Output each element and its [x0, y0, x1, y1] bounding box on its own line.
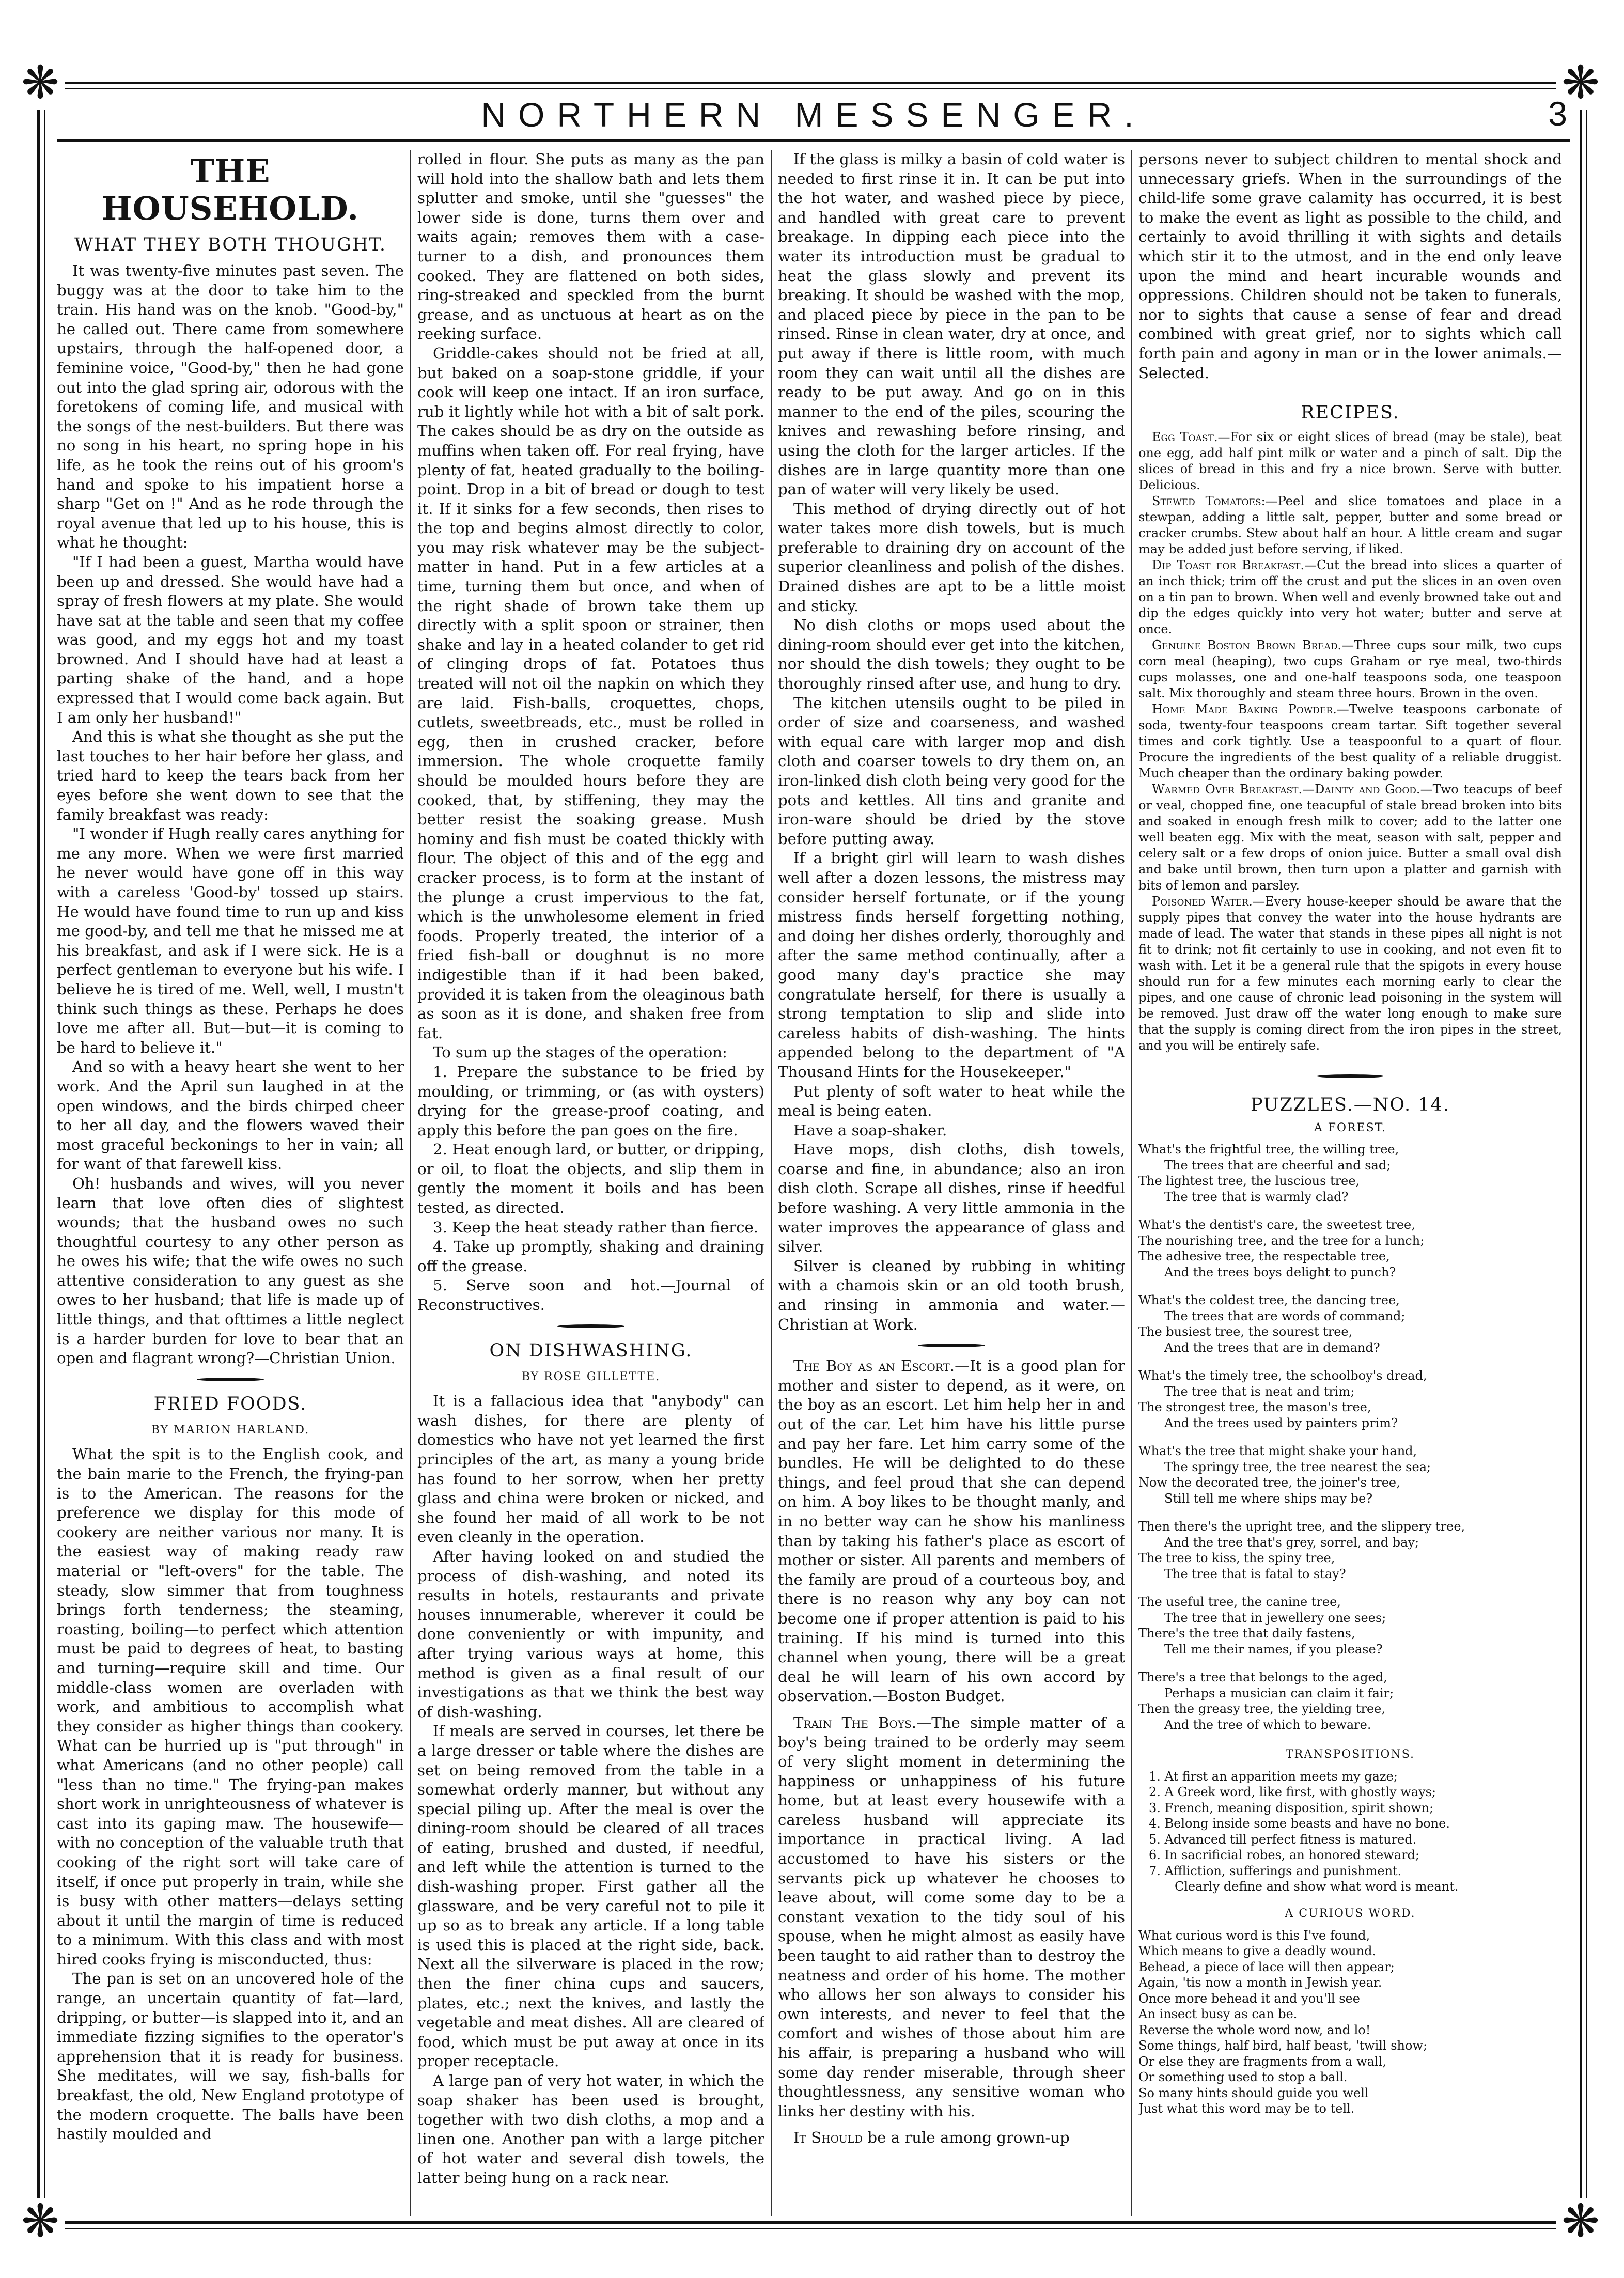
recipe-text: —For six or eight slices of bread (may be stale), beat one egg, add half pint milk or water and a pinch of salt. Dip the slices of bread in this and fry a nice brown. Serve with butter. Delicious. — [1138, 430, 1562, 493]
recipe — [1138, 894, 1562, 1054]
paragraph: After having looked on and studied the process of dish-washing, and noted its results in hotels, restaurants and private houses innumerable, wherever it could be done conveniently or with impunity, and after trying various ways at home, this method is given as a final result of our investigations as that we think the best way of dish-washing. — [417, 1547, 764, 1721]
stanza — [1138, 1292, 1562, 1355]
recipe — [1138, 637, 1562, 701]
recipe-title: Home Made Baking Powder. — [1152, 702, 1337, 717]
paragraph — [778, 1713, 1125, 2121]
recipe — [1138, 782, 1562, 894]
puzzle-title: A CURIOUS WORD. — [1285, 1907, 1416, 1920]
column-3 — [778, 150, 1125, 2216]
poem-line: And the trees used by painters prim? — [1164, 1415, 1398, 1430]
puzzle-title: TRANSPOSITIONS. — [1286, 1748, 1415, 1761]
poem-line: Reverse the whole word now, and lo! — [1138, 2022, 1371, 2037]
column-1 — [57, 150, 404, 2216]
stanza — [1138, 1594, 1562, 1657]
paragraph: The kitchen utensils ought to be piled in order of size and coarseness, and washed with equal care with larger mop and dish cloth and coarser towels to dry them on, an iron-linked dish cloth being very good for the pots and kettles. All tins and granite and iron-ware should be dried by the stove before putting away. — [778, 694, 1125, 848]
poem-line: Behead, a piece of lace will then appear; — [1138, 1959, 1395, 1974]
run-in-heading: It Should — [793, 2129, 863, 2147]
transposition-line: 5. Advanced till perfect fitness is matured. — [1149, 1832, 1417, 1847]
poem-line: The lightest tree, the luscious tree, — [1138, 1174, 1360, 1189]
corner-ornament-icon: ❋ — [1556, 2198, 1605, 2248]
border-top — [41, 82, 1586, 89]
paragraph: If the glass is milky a basin of cold water is needed to first rinse it in. It can be put into the hot water, and washed piece by piece, and handled with great care to prevent breakage. In dipping each piece into the water its introduction must be gradual to heat the glass slowly and prevent its breaking. It should be washed with the mop, and placed piece by piece in the pan to be rinsed. Rinse in clean water, dry at once, and put away if there is little room, with much room they can wait until all the dishes are ready to be put away. And go on in this manner to the end of the piles, scouring the knives and rewashing before rinsing, and using the cloth for the larger articles. If the dishes are in large quantity more than one pan of water will very likely be used. — [778, 150, 1125, 498]
poem-line: Just what this word may be to tell. — [1138, 2101, 1355, 2116]
poem-line: What curious word is this I've found, — [1138, 1928, 1370, 1943]
border-left — [37, 82, 45, 2228]
poem-line: Still tell me where ships may be? — [1164, 1491, 1373, 1506]
border-bottom — [41, 2221, 1586, 2229]
paragraph: What the spit is to the English cook, and the bain marie to the French, the frying-pan is to the American. The reasons for the preference we display for this mode of cookery are neither various nor many. It is the easiest way of making ready raw material or "left-overs" for the table. The steady, slow simmer that from toughness brings forth tenderness; the steaming, roasting, boiling—to perfect which attention must be paid to degrees of heat, to basting and turning—require skill and time. Our middle-class women are overladen with work, and ambitious to accomplish what they consider as higher things than cookery. What can be hurried up is "put through" in what Americans (and no other people) call "less than no time." The frying-pan makes short work in unrighteousness of whatever is cast into its gaping maw. The housewife—with no conception of the valuable truth that cooking of the right sort will take care of itself, if once put properly in train, while she is busy with other matters—delays setting about it until the margin of time is reduced to a minimum. With this class and with most hired cooks frying is misconducted, thus: — [57, 1445, 404, 1968]
poem-line: The adhesive tree, the respectable tree, — [1138, 1249, 1390, 1264]
section-title: PUZZLES.—NO. 14. — [1251, 1095, 1450, 1116]
recipe — [1138, 493, 1562, 557]
poem-line: The nourishing tree, and the tree for a lunch; — [1138, 1233, 1425, 1248]
corner-ornament-icon: ❋ — [1556, 60, 1605, 110]
step: 3. Keep the heat steady rather than fierce. — [433, 1218, 759, 1236]
paragraph: persons never to subject children to mental shock and unnecessary griefs. When in the surroundings of the child-life some grave calamity has occurred, it is best to make the event as light as possible to the child, and certainly to avoid thrilling it with sights and details which stir it to the utmost, and in the end only leave upon the mind and heart incurable wounds and oppressions. Children should not be taken to funerals, nor to sights that cause a sense of fear and dread combined with great grief, nor to sights which call forth pain and agony in man or in the lower animals.—Selected. — [1138, 150, 1562, 382]
recipe-title: Poisoned Water. — [1152, 894, 1253, 909]
article-title: WHAT THEY BOTH THOUGHT. — [74, 235, 386, 255]
article-title: ON DISHWASHING. — [489, 1340, 693, 1361]
paragraph: This method of drying directly out of hot water takes more dish towels, but is much preferable to draining dry on account of the superior cleanliness and polish of the dishes. Drained dishes are apt to be a little moist and sticky. — [778, 500, 1125, 615]
section-divider — [557, 1324, 624, 1328]
recipe-title: Egg Toast. — [1152, 430, 1218, 445]
poem-line: So many hints should guide you well — [1138, 2085, 1369, 2100]
paragraph: It was twenty-five minutes past seven. The buggy was at the door to take him to the train. His hand was on the knob. "Good-by," he called out. There came from somewhere upstairs, through the half-opened door, a feminine voice, "Good-by," then he had gone out into the glad spring air, odorous with the foretokens of coming life, and musical with the songs of the nest-builders. But there was no song in his heart, no spring hope in his life, as he took the reins out of his groom's hand and spoke to his impatient horse a sharp "Get on !" And as he rode through the royal avenue that led up to his house, this is what he thought: — [57, 262, 404, 552]
poem-line: Then the greasy tree, the yielding tree, — [1138, 1702, 1386, 1717]
paragraph: And so with a heavy heart she went to her work. And the April sun laughed in at the open windows, and the birds chirped cheer to her all day, and the flowers waved their most graceful beckonings to her in vain; all for want of that farewell kiss. — [57, 1058, 404, 1173]
paragraph: rolled in flour. She puts as many as the pan will hold into the shallow bath and lets them splutter and smoke, until she "guesses" the lower side is done, turns them over and waits again; removes them with a case-turner to a dish, and pronounces them cooked. They are flattened on both sides, ring-streaked and speckled from the burnt grease, and as unctuous at heart as on the reeking surface. — [417, 150, 764, 343]
transposition-line: 4. Belong inside some beasts and have no bone. — [1149, 1816, 1450, 1831]
stanza — [1138, 1519, 1562, 1582]
stanza — [1138, 1670, 1562, 1733]
poem-line: Then there's the upright tree, and the slippery tree, — [1138, 1519, 1465, 1534]
recipe — [1138, 557, 1562, 637]
puzzle-title: A FOREST. — [1314, 1121, 1387, 1134]
corner-ornament-icon: ❋ — [15, 2198, 65, 2248]
paragraph — [778, 1356, 1125, 1706]
transposition-line: 3. French, meaning disposition, spirit shown; — [1149, 1800, 1434, 1815]
poem-line: Now the decorated tree, the joiner's tree, — [1138, 1475, 1400, 1490]
recipe — [1138, 701, 1562, 782]
step: 2. Heat enough lard, or butter, or dripping, or oil, to float the objects, and slip them in gently the moment it boils and has been tested, as directed. — [417, 1141, 764, 1217]
section-divider — [197, 1378, 264, 1381]
poem-line: The busiest tree, the sourest tree, — [1138, 1324, 1353, 1339]
poem-line: The tree to kiss, the spiny tree, — [1138, 1551, 1335, 1566]
paragraph-text: —The simple matter of a boy's being trained to be orderly may seem of very slight moment in determining the happiness or unhappiness of his future home, but at least every housewife with a careless husband will appreciate its importance in practical living. A lad accustomed to have his sisters or the servants pick up whatever he chooses to leave about, will come some day to be a constant vexation to the tidy soul of his spouse, when he might almost as easily have been taught to aid rather than to destroy the neatness and order of his home. The mother who allows her son always to consider his own interests, and never to feel that the comfort and wishes of those about him are his affair, is preparing a husband who will some day render miserable, through sheer thoughtlessness, any sensitive woman who links her destiny with his. — [778, 1713, 1125, 2120]
poem-line: And the tree that's grey, sorrel, and bay; — [1164, 1535, 1419, 1550]
curious-word-poem — [1138, 1928, 1562, 2117]
poem-line: Again, 'tis now a month in Jewish year. — [1138, 1975, 1382, 1990]
poem-line: And the trees that are in demand? — [1164, 1340, 1380, 1355]
recipe-title: Genuine Boston Brown Bread. — [1152, 638, 1342, 653]
paragraph: "I wonder if Hugh really cares anything for me any more. When we were first married he never would have gone off in this way with a careless 'Good-by' tossed up stairs. He would have found time to run up and kiss me good-by, and tell me that he missed me at his breakfast, and ask if I were sick. He is a perfect gentleman to everyone but his wife. I believe he is tired of me. Well, well, I mustn't think such things as these. Perhaps he does love me after all. But—but—it is coming to be hard to believe it." — [57, 825, 404, 1056]
corner-ornament-icon: ❋ — [15, 60, 65, 110]
poem-line: The tree that is warmly clad? — [1164, 1189, 1349, 1204]
transpositions-list — [1138, 1769, 1562, 1895]
poem-line: The tree that is neat and trim; — [1164, 1384, 1355, 1399]
paragraph: If a bright girl will learn to wash dishes well after a dozen lessons, the mistress may consider herself fortunate, or if the young mistress finds herself forgetting nothing, and doing her dishes orderly, thoroughly and after the same method continually, after a good many day's practice she may congratulate herself, for there is usually a strong temptation to slip and slide into careless habits of dish-washing. The hints appended belong to the department of "A Thousand Hints for the Housekeeper." — [778, 849, 1125, 1081]
poem-line: Or else they are fragments from a wall, — [1138, 2054, 1386, 2069]
poem-line: And the trees boys delight to punch? — [1164, 1265, 1396, 1280]
recipe-text: —Twelve teaspoons carbonate of soda, twenty-four teaspoons cream tartar. Sift together several times and cork tightly. Use a teaspoonful to a quart of flour. Procure the ingredients of the best quality of a reliable druggist. Much cheaper than the ordinary baking powder. — [1138, 702, 1562, 781]
poem-line: What's the coldest tree, the dancing tree, — [1138, 1293, 1400, 1308]
recipe-title: Warmed Over Breakfast.—Dainty and Good. — [1152, 782, 1420, 797]
column-rule — [410, 150, 411, 2216]
stanza — [1138, 1217, 1562, 1280]
step: 1. Prepare the substance to be fried by moulding, or trimming, or (as with oysters) drying for the grease-proof coating, and apply this before the pan goes on the fire. — [417, 1063, 764, 1139]
paragraph: It is a fallacious idea that "anybody" can wash dishes, for there are plenty of domestics who have not yet learned the first principles of the art, as many a young bride has found to her sorrow, when her pretty glass and china were broken or nicked, and she found her maid of all work to be not even cleanly in the operation. — [417, 1392, 764, 1546]
poem-line: Tell me their names, if you please? — [1164, 1642, 1383, 1657]
column-rule — [771, 150, 772, 2216]
section-divider — [918, 1344, 985, 1347]
recipe-text: —Cut the bread into slices a quarter of an inch thick; trim off the crust and put the slices in an oven oven on a tin pan to brown. When well and evenly browned take out and dip the edges quickly into very hot water; butter and serve at once. — [1138, 558, 1562, 637]
paragraph: No dish cloths or mops used about the dining-room should ever get into the kitchen, nor should the dish towels; they ought to be thoroughly rinsed after use, and hung to dry. — [778, 616, 1125, 693]
masthead-title: NORTHERN MESSENGER. — [481, 96, 1146, 134]
column-rule — [1131, 150, 1132, 2216]
poem-line: What's the tree that might shake your hand, — [1138, 1444, 1417, 1459]
recipe-title: Dip Toast for Breakfast. — [1152, 558, 1305, 573]
stanza — [1138, 1443, 1562, 1506]
paragraph: The pan is set on an uncovered hole of the range, an uncertain quantity of fat—lard, dripping, or butter—is slapped into it, and an immediate fizzing signifies to the operator's apprehension that it is ready for business. She meditates, will we say, fish-balls for breakfast, the old, New England prototype of the modern croquette. The balls have been hastily moulded and — [57, 1970, 404, 2143]
paragraph: To sum up the stages of the operation: — [433, 1043, 727, 1062]
article-title: FRIED FOODS. — [153, 1393, 307, 1414]
poem-line: The strongest tree, the mason's tree, — [1138, 1400, 1371, 1415]
column-4 — [1138, 150, 1562, 2216]
border-right — [1580, 82, 1587, 2228]
poem-line: And the tree of which to beware. — [1164, 1717, 1371, 1732]
masthead — [57, 92, 1570, 142]
forest-poem — [1138, 1142, 1562, 1733]
poem-line: Some things, half bird, half beast, 'twill show; — [1138, 2038, 1428, 2053]
transposition-line: 2. A Greek word, like first, with ghostly ways; — [1149, 1785, 1436, 1800]
paragraph: And this is what she thought as she put the last touches to her hair before her glass, and tried hard to keep the tears back from her eyes before she went down to see that the family breakfast was ready: — [57, 728, 404, 823]
recipes-list — [1138, 429, 1562, 1054]
step: 5. Serve soon and hot.—Journal of Reconstructives. — [417, 1276, 764, 1314]
poem-line: Perhaps a musician can claim it fair; — [1164, 1686, 1394, 1700]
recipe-text: :—Peel and slice tomatoes and place in a stewpan, adding a little salt, pepper, butter and some bread or cracker crumbs. Stew about half an hour. A little cream and sugar may be added just before serving, if liked. — [1138, 494, 1562, 557]
poem-line: There's a tree that belongs to the aged, — [1138, 1670, 1387, 1685]
poem-line: The trees that are cheerful and sad; — [1164, 1158, 1391, 1173]
paragraph — [778, 2128, 1125, 2148]
paragraph-text: be a rule among grown-up — [863, 2129, 1070, 2147]
paragraph-text: —It is a good plan for mother and sister to depend, as it were, on the boy as an escort. Let him help her in and out of the car. Let him have his little purse and pay her fare. Let him carry some of the bundles. He will be delighted to do these things, and feel proud that she can depend on him. A boy likes to be thought manly, and in no better way can he show his manliness than by taking his father's place as escort of mother or sister. All parents and members of the family are proud of a courteous boy, and there is no reason why any boy can not become one if proper attention is paid to his training. If his mind is turned into this channel when young, there will be a great deal he will learn of his own accord by observation.—Boston Budget. — [778, 1357, 1125, 1705]
transposition-line: 1. At first an apparition meets my gaze; — [1149, 1769, 1398, 1784]
paragraph: A large pan of very hot water, in which the soap shaker has been used is brought, together with two dish cloths, a mop and a linen one. Another pan with a large pitcher of hot water and several dish towels, the latter being hung on a rack near. — [417, 2072, 764, 2187]
transposition-line: Clearly define and show what word is meant. — [1175, 1879, 1459, 1894]
poem-line: The springy tree, the tree nearest the sea; — [1164, 1459, 1431, 1474]
poem-line: An insect busy as can be. — [1138, 2007, 1298, 2021]
poem-line: Or something used to stop a ball. — [1138, 2070, 1348, 2084]
stanza — [1138, 1142, 1562, 1205]
byline: BY MARION HARLAND. — [151, 1423, 310, 1437]
run-in-heading: The Boy as an Escort. — [793, 1357, 955, 1375]
column-2 — [417, 150, 764, 2216]
paragraph: Put plenty of soft water to heat while the meal is being eaten. — [778, 1082, 1125, 1120]
recipe-text: —Three cups sour milk, two cups corn meal (heaping), two cups Graham or rye meal, two-thirds cups molasses, one and one-half teaspoons soda, one teaspoon salt. Mix thoroughly and steam three hours. Brown in the oven. — [1138, 638, 1562, 701]
paragraph: Oh! husbands and wives, will you never learn that love often dies of slightest wounds; that the husband owes no such thoughtful courtesy to any other person as he owes his wife; that the wife owes no such attentive consideration to any guest as she owes to her husband; that life is made up of little things, and that ofttimes a little neglect is a harder burden for love to bear that an open and flagrant wrong?—Christian Union. — [57, 1174, 404, 1367]
paragraph: Have mops, dish cloths, dish towels, coarse and fine, in abundance; also an iron dish cloth. Scrape all dishes, rinse if heedful before washing. A very little ammonia in the water improves the appearance of glass and silver. — [778, 1141, 1125, 1256]
poem-line: The useful tree, the canine tree, — [1138, 1595, 1341, 1610]
transposition-line: 7. Affliction, sufferings and punishment. — [1149, 1863, 1402, 1878]
recipe-title: Stewed Tomatoes — [1152, 494, 1261, 509]
transposition-line: 6. In sacrificial robes, an honored steward; — [1149, 1848, 1419, 1863]
poem-line: There's the tree that daily fastens, — [1138, 1626, 1355, 1641]
section-divider — [1317, 1074, 1384, 1078]
poem-line: Which means to give a deadly wound. — [1138, 1944, 1377, 1958]
step: 4. Take up promptly, shaking and draining off the grease. — [417, 1238, 764, 1275]
run-in-heading: Train The Boys. — [793, 1713, 917, 1731]
recipe-text: —Every house-keeper should be aware that the supply pipes that convey the water into the house hydrants are made of lead. The water that stands in these pipes all night is not fit to drink; not fit certainly to use in cooking, and not even fit to wash with. Let it be a general rule that the spigots in every house should run for a few minutes each morning early to clear the pipes, and one cause of chronic lead poisoning in the system will be removed. Just draw off the water long enough to make sure that the supply is coming direct from the iron pipes in the street, and you will be entirely safe. — [1138, 894, 1562, 1053]
poem-line: The tree that is fatal to stay? — [1164, 1566, 1346, 1581]
recipe-text: —Two teacups of beef or veal, chopped fine, one teacupful of stale bread broken into bits and soaked in enough fresh milk to cover; add to the latter one well beaten egg. Mix with the meat, season with salt, pepper and celery salt or a few drops of onion juice. Butter a small oval dish and bake until brown, then turn upon a platter and garnish with bits of lemon and parsley. — [1138, 782, 1562, 893]
poem-line: The trees that are words of command; — [1164, 1308, 1406, 1323]
paragraph: Silver is cleaned by rubbing in whiting with a chamois skin or an old tooth brush, and rinsing in ammonia and water.—Christian at Work. — [778, 1257, 1125, 1333]
byline: BY ROSE GILLETTE. — [521, 1370, 661, 1383]
paragraph: "If I had been a guest, Martha would have been up and dressed. She would have had a spray of fresh flowers at my plate. She would have sat at the table and seen that my coffee was good, and my eggs hot and my toast browned. And I should have had at least a parting shake of the hand, and a hope expressed that I would come back again. But I am only her husband!" — [57, 553, 404, 726]
poem-line: Once more behead it and you'll see — [1138, 1991, 1360, 2006]
paragraph: If meals are served in courses, let there be a large dresser or table where the dishes are set on being removed from the table in a somewhat orderly manner, but without any special piling up. After the meal is over the dining-room should be cleared of all traces of eating, brushed and dusted, if needful, and left while the attention is turned to the dish-washing proper. First gather all the glassware, and be very careful not to pile it up so as to break any article. If a long table is used this is placed at the right side, back. Next all the silverware is placed in the row; then the finer china cups and saucers, plates, etc.; next the knives, and lastly the vegetable and meat dishes. All are cleared of food, which must be put away at once in its proper receptacle. — [417, 1722, 764, 2070]
page-number: 3 — [1548, 95, 1567, 133]
paragraph: Have a soap-shaker. — [793, 1121, 947, 1139]
poem-line: The tree that in jewellery one sees; — [1164, 1610, 1386, 1625]
section-title: RECIPES. — [1301, 402, 1400, 424]
poem-line: What's the timely tree, the schoolboy's dread, — [1138, 1368, 1427, 1383]
poem-line: What's the dentist's care, the sweetest tree, — [1138, 1218, 1415, 1232]
stanza — [1138, 1368, 1562, 1431]
paragraph: Griddle-cakes should not be fried at all, but baked on a soap-stone griddle, if your cook will keep one intact. If an iron surface, rub it lightly while hot with a bit of salt pork. The cakes should be as dry on the outside as muffins when taken off. For real frying, have plenty of fat, heated gradually to the boiling-point. Drop in a bit of bread or dough to test it. If it sinks for a few seconds, then rises to the top and begins almost directly to color, you may risk whatever may be the subject-matter in hand. Put in a few articles at a time, turning them but once, and when of the right shade of brown take them up directly with a split spoon or strainer, then shake and lay in a heated colander to get rid of clinging drops of fat. Potatoes thus treated will not oil the napkin on which they are laid. Fish-balls, croquettes, chops, cutlets, sweetbreads, etc., must be rolled in egg, then in crushed cracker, before immersion. The whole croquette family should be moulded hours before they are cooked, that, by stiffening, they may the better resist the soaking grease. Mush hominy and fish must be coated thickly with flour. The object of this and of the egg and cracker process, is to form at the instant of the plunge a crust impervious to the fat, which is the unwholesome element in fried foods. Properly treated, the interior of a fried fish-ball or doughnut is no more indigestible than if it had been baked, provided it is taken from the oleaginous bath as soon as it is done, and shaken free from fat. — [417, 344, 764, 1042]
poem-line: What's the frightful tree, the willing tree, — [1138, 1142, 1399, 1157]
section-title: THE HOUSEHOLD. — [101, 152, 359, 227]
recipe — [1138, 429, 1562, 493]
